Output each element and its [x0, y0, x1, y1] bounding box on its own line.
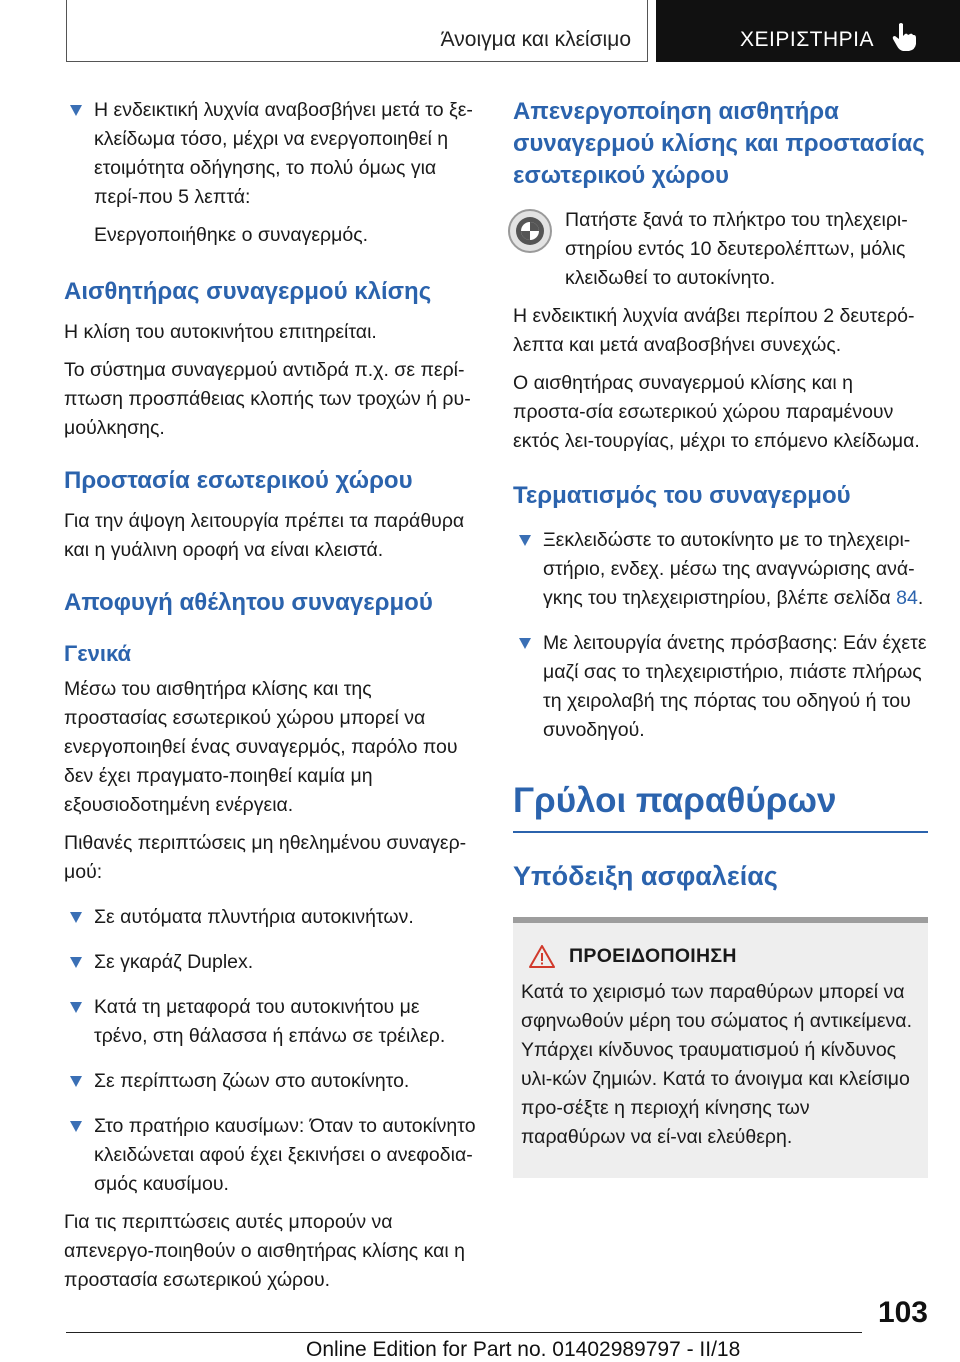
- heading-end-alarm: Τερματισμός του συναγερμού: [513, 482, 851, 509]
- heading-safety-note: Υπόδειξη ασφαλείας: [513, 861, 778, 891]
- case-text: Κατά τη μεταφορά του αυτοκινήτου με τρένο, στη θάλασσα ή επάνω σε τρέιλερ.: [94, 996, 446, 1047]
- bullet-triangle-icon: [70, 105, 82, 116]
- list-item: [64, 948, 478, 977]
- bullet-triangle-icon: [70, 1076, 82, 1087]
- general-paragraph-1: Μέσω του αισθητήρα κλίσης και της προστασίας εσωτερικού χώρου μπορεί να ενεργοποιηθεί ένας συναγερμός, παρόλο που δεν έχει πραγματο-ποιηθεί καμία μη εξουσιοδοτημένη ενέργεια.: [64, 678, 458, 816]
- interior-paragraph: Για την άψογη λειτουργία πρέπει τα παράθυρα και η γυάλινη οροφή να είναι κλειστά.: [64, 510, 465, 561]
- deactivate-block: [513, 206, 928, 293]
- closing-paragraph: Για τις περιπτώσεις αυτές μπορούν να απενεργο-ποιηθούν ο αισθητήρας κλίσης και η προστασία εσωτερικού χώρου.: [64, 1211, 465, 1291]
- list-item: [64, 1112, 478, 1199]
- deactivate-paragraph-2: Η ενδεικτική λυχνία ανάβει περίπου 2 δευτερό-λεπτα και μετά αναβοσβήνει συνεχώς.: [513, 305, 915, 356]
- list-item: [64, 903, 478, 932]
- page-reference-link[interactable]: 84: [896, 587, 918, 609]
- case-text: Σε αυτόματα πλυντήρια αυτοκινήτων.: [94, 906, 414, 928]
- bmw-key-button-icon: [507, 208, 553, 254]
- heading-tilt-sensor: Αισθητήρας συναγερμού κλίσης: [64, 278, 432, 305]
- case-text: Σε γκαράζ Duplex.: [94, 951, 254, 973]
- warning-header: [521, 945, 918, 968]
- edition-note: Online Edition for Part no. 01402989797 - II/18: [306, 1338, 741, 1361]
- warning-triangle-icon: [529, 945, 555, 968]
- heading-deactivate: Απενεργοποίηση αισθητήρα συναγερμού κλίσης και προστασίας εσωτερικού χώρου: [513, 98, 925, 189]
- list-item: [513, 629, 928, 745]
- bullet-triangle-icon: [70, 1002, 82, 1013]
- tilt-paragraph-2: Το σύστημα συναγερμού αντιδρά π.χ. σε περί-πτωση προσπάθειας κλοπής των τροχών ή ρυ-μούλκησης.: [64, 359, 471, 439]
- list-item: [64, 993, 478, 1051]
- hand-pointer-icon: [892, 22, 918, 52]
- bullet-triangle-icon: [519, 638, 531, 649]
- deactivate-paragraph-3: Ο αισθητήρας συναγερμού κλίσης και η προστα-σία εσωτερικού χώρου παραμένουν εκτός λει-τουργίας, μέχρι το επόμενο κλείδωμα.: [513, 372, 920, 452]
- page-number: 103: [877, 1296, 928, 1329]
- bullet-triangle-icon: [70, 912, 82, 923]
- list-item: [513, 526, 928, 613]
- right-column: [513, 96, 928, 1178]
- warning-title: ΠΡΟΕΙΔΟΠΟΙΗΣΗ: [569, 945, 737, 967]
- heading-general: Γενικά: [64, 641, 132, 666]
- intro-bullet-text: Η ενδεικτική λυχνία αναβοσβήνει μετά το ξε-κλείδωμα τόσο, μέχρι να ενεργοποιηθεί η ετοιμότητα οδήγησης, το πολύ όμως για περί-που 5 λεπτά:: [94, 99, 473, 208]
- heading-avoid-alarm: Αποφυγή αθέλητου συναγερμού: [64, 589, 433, 616]
- left-column: [64, 96, 478, 1304]
- warning-box: [513, 917, 928, 1178]
- list-item: [64, 96, 478, 212]
- bullet-triangle-icon: [70, 957, 82, 968]
- list-item: [64, 1067, 478, 1096]
- footer-divider: [66, 1332, 862, 1333]
- end-bullet-2: Με λειτουργία άνετης πρόσβασης: Εάν έχετε μαζί σας το τηλεχειριστήριο, πιάστε πλήρως τη χειρολαβή της πόρτας του οδηγού ή του συνοδηγού.: [543, 632, 927, 741]
- deactivate-paragraph-1: Πατήστε ξανά το πλήκτρο του τηλεχειρι-στηρίου εντός 10 δευτερολέπτων, μόλις κλειδωθεί το αυτοκίνητο.: [565, 209, 908, 289]
- end-bullet-1: Ξεκλειδώστε το αυτοκίνητο με το τηλεχειρι-στήριο, ενδεχ. μέσω της αναγνώρισης ανά-γκης του τηλεχειριστηρίου, βλέπε σελίδα 84.: [543, 529, 924, 609]
- intro-result: Ενεργοποιήθηκε ο συναγερμός.: [94, 224, 369, 246]
- chapter-tab-label: ΧΕΙΡΙΣΤΗΡΙΑ: [740, 28, 875, 51]
- heading-window-lifts: Γρύλοι παραθύρων: [513, 781, 837, 820]
- section-title: Άνοιγμα και κλείσιμο: [440, 28, 631, 51]
- heading-interior-protection: Προστασία εσωτερικού χώρου: [64, 467, 413, 494]
- bullet-triangle-icon: [70, 1121, 82, 1132]
- general-paragraph-2: Πιθανές περιπτώσεις μη ηθελημένου συναγερ-μού:: [64, 832, 467, 883]
- header-section-box: [66, 0, 648, 62]
- case-text: Στο πρατήριο καυσίμων: Όταν το αυτοκίνητο κλειδώνεται αφού έχει ξεκινήσει ο ανεφοδια-σμός καυσίμου.: [94, 1115, 476, 1195]
- warning-text: Κατά το χειρισμό των παραθύρων μπορεί να σφηνωθούν μέρη του σώματος ή αντικείμενα. Υπάρχει κίνδυνος τραυματισμού ή κίνδυνος υλι-κών ζημιών. Κατά το άνοιγμα και κλείσιμο προ-σέξτε η περιοχή κίνησης των παραθύρων να εί-ναι ελεύθερη.: [521, 981, 912, 1148]
- chapter-tab[interactable]: [656, 0, 960, 62]
- heading-underline: [513, 831, 928, 833]
- tilt-paragraph-1: Η κλίση του αυτοκινήτου επιτηρείται.: [64, 321, 377, 343]
- bullet-triangle-icon: [519, 535, 531, 546]
- case-text: Σε περίπτωση ζώων στο αυτοκίνητο.: [94, 1070, 410, 1092]
